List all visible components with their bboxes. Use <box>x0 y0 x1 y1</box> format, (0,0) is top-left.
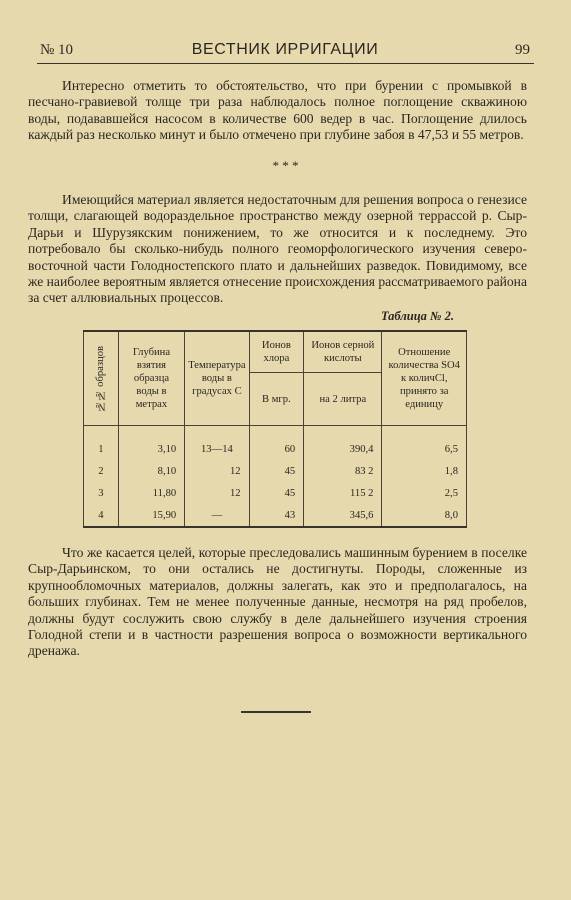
running-header <box>40 40 530 62</box>
cell-n: 4 <box>84 504 119 527</box>
header-rule <box>37 63 534 64</box>
cell-depth: 8,10 <box>118 460 185 482</box>
cell-ratio: 1,8 <box>382 460 467 482</box>
col-header-depth: Глубина взятия образца воды в метрах <box>118 331 185 426</box>
table-row <box>84 426 467 461</box>
col-header-ratio: Отношение количества SO4 к количCl, принято за единицу <box>382 331 467 426</box>
journal-title: ВЕСТНИК ИРРИГАЦИИ <box>191 41 379 58</box>
issue-number: № 10 <box>40 42 74 58</box>
cell-ratio: 6,5 <box>382 426 467 461</box>
cell-n: 1 <box>84 426 119 461</box>
page-number: 99 <box>515 42 530 58</box>
col-header-unit-2l: на 2 литра <box>304 373 382 426</box>
cell-depth: 3,10 <box>118 426 185 461</box>
cell-so4: 83 2 <box>304 460 382 482</box>
col-header-chlorine: Ионов хлора <box>249 331 304 373</box>
cell-depth: 15,90 <box>118 504 185 527</box>
cell-cl: 45 <box>249 460 304 482</box>
table-row <box>84 460 467 482</box>
paragraph-1-text: Интересно отметить то обстоятельство, что при бурении с промывкой в песчано-гравиевой толще три раза наблюдалось полное поглощение скважиною воды, подававшейся насосом в количестве 600 ведер в час. Поглощение длилось каждый раз несколько минут и было отмечено при глубине забоя в 47,53 и 55 метров. <box>28 78 527 143</box>
cell-ratio: 8,0 <box>382 504 467 527</box>
col-header-temp: Температура воды в градусах С <box>185 331 249 426</box>
table-row <box>84 482 467 504</box>
col-header-samples: №№ образцов <box>84 331 119 426</box>
end-rule <box>241 711 311 713</box>
cell-so4: 115 2 <box>304 482 382 504</box>
col-header-unit-mg: В мгр. <box>249 373 304 426</box>
cell-n: 2 <box>84 460 119 482</box>
cell-temp: 12 <box>185 460 249 482</box>
paragraph-2 <box>28 192 527 307</box>
cell-temp: — <box>185 504 249 527</box>
cell-depth: 11,80 <box>118 482 185 504</box>
paragraph-3 <box>28 545 527 660</box>
cell-temp: 12 <box>185 482 249 504</box>
cell-ratio: 2,5 <box>382 482 467 504</box>
cell-n: 3 <box>84 482 119 504</box>
cell-so4: 345,6 <box>304 504 382 527</box>
water-analysis-table <box>83 330 467 528</box>
section-separator: * * * <box>272 158 299 173</box>
table-row <box>84 504 467 527</box>
col-header-sulfate: Ионов серной кислоты <box>304 331 382 373</box>
cell-cl: 45 <box>249 482 304 504</box>
cell-cl: 60 <box>249 426 304 461</box>
paragraph-2-text: Имеющийся материал является недостаточным для решения вопроса о генезисе толщи, слагающей водораздельное пространство между озерной террассой р. Сыр-Дарьи и Шурузякским понижением, то же относится и к последнему. Это потребовало бы сколько-нибудь полного геоморфологического изучения северо-восточной части Голодностепского плато и дальнейших разведок. Повидимому, все же наиболее вероятным является отнесение происхождения рассматриваемого района за счет аллювиальных процессов. <box>28 192 527 306</box>
cell-cl: 43 <box>249 504 304 527</box>
paragraph-1 <box>28 78 527 144</box>
cell-temp: 13—14 <box>185 426 249 461</box>
cell-so4: 390,4 <box>304 426 382 461</box>
paragraph-3-text: Что же касается целей, которые преследовались машинным бурением в поселке Сыр-Дарьинском, то они остались не достигнуты. Породы, сложенные из крупнообломочных материалов, должны залегать, как это и предполагалось, на больших глубинах. Тем не менее полученные данные, несмотря на ряд пробелов, должны будут сослужить свою службу в деле дальнейшего изучения строения Голодной степи и в частности разрешения вопроса о возможности вертикального дренажа. <box>28 545 527 659</box>
table-caption: Таблица № 2. <box>381 309 454 323</box>
